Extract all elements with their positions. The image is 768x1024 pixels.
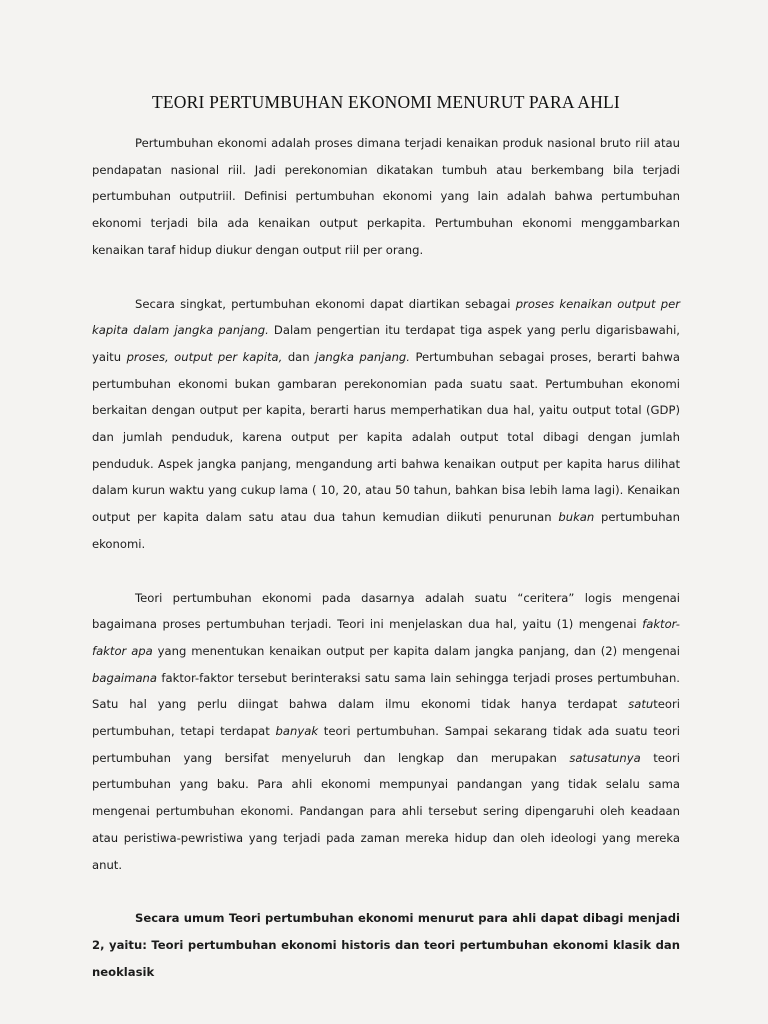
text-segment: yang menentukan kenaikan output per kapita dalam jangka panjang, dan (2) mengenai [152, 643, 681, 658]
italic-text-segment: bukan [558, 510, 595, 525]
paragraph-4-bold: Secara umum Teori pertumbuhan ekonomi menurut para ahli dapat dibagi menjadi 2, yaitu: Teori pertumbuhan ekonomi historis dan teori pertumbuhan ekonomi klasik dan neoklasik [92, 911, 680, 979]
italic-text-segment: bagaimana [92, 670, 157, 685]
italic-text-segment: proses kenaikan output per kapita dalam jangka panjang. [92, 296, 680, 338]
document-title: TEORI PERTUMBUHAN EKONOMI MENURUT PARA AHLI [152, 92, 620, 112]
italic-text-segment: satusatunya [569, 750, 641, 765]
text-segment: Pertumbuhan sebagai proses, berarti bahwa pertumbuhan ekonomi bukan gambaran perekonomian pada suatu saat. Pertumbuhan ekonomi berkaitan dengan output per kapita, berarti harus memperhatikan dua hal, yaitu output total (GDP) dan jumlah penduduk, karena output per kapita adalah output total dibagi dengan jumlah penduduk. Aspek jangka panjang, mengandung arti bahwa kenaikan output per kapita harus dilihat dalam kurun waktu yang cukup lama ( 10, 20, atau 50 tahun, bahkan bisa lebih lama lagi). Kenaikan output per kapita dalam satu atau dua tahun kemudian diikuti penurunan [92, 349, 680, 525]
italic-text-segment: faktor-faktor apa [92, 617, 680, 658]
text-segment: pertumbuhan ekonomi. [92, 510, 680, 551]
text-segment: Pertumbuhan ekonomi adalah proses dimana terjadi kenaikan produk nasional bruto riil atau pendapatan nasional riil. Jadi perekonomian dikatakan tumbuh atau berkembang bila terjadi pertumbuhan outputriil. Definisi pertumbuhan ekonomi yang lain adalah bahwa pertumbuhan ekonomi terjadi bila ada kenaikan output perkapita. Pertumbuhan ekonomi menggambarkan kenaikan taraf hidup diukur dengan output riil per orang. [92, 136, 680, 257]
paragraph-1 [92, 130, 680, 264]
text-segment: teori pertumbuhan yang baku. Para ahli ekonomi mempunyai pandangan yang tidak selalu sama mengenai pertumbuhan ekonomi. Pandangan para ahli tersebut sering dipengaruhi oleh keadaan atau peristiwa-pewristiwa yang terjadi pada zaman mereka hidup dan oleh ideologi yang mereka anut. [92, 750, 680, 872]
text-segment: teori pertumbuhan. Sampai sekarang tidak ada suatu teori pertumbuhan yang bersifat menyeluruh dan lengkap dan merupakan [92, 724, 680, 765]
text-segment: Teori pertumbuhan ekonomi pada dasarnya adalah suatu “ceritera” logis mengenai bagaimana proses pertumbuhan terjadi. Teori ini menjelaskan dua hal, yaitu (1) mengenai [92, 590, 680, 632]
paragraph-2 [92, 291, 680, 558]
paragraph-3 [92, 585, 680, 879]
italic-text-segment: banyak [275, 724, 319, 739]
italic-text-segment: satu [628, 697, 654, 712]
text-segment: Secara singkat, pertumbuhan ekonomi dapat diartikan sebagai [135, 296, 516, 311]
text-segment: Dalam pengertian itu terdapat tiga aspek yang perlu digarisbawahi, yaitu [92, 323, 680, 364]
text-segment: dan [282, 349, 316, 364]
text-segment: faktor-faktor tersebut berinteraksi satu sama lain sehingga terjadi proses pertumbuhan. Satu hal yang perlu diingat bahwa dalam ilmu ekonomi tidak hanya terdapat [92, 670, 680, 712]
text-segment: teori pertumbuhan, tetapi terdapat [92, 697, 680, 739]
italic-text-segment: jangka panjang. [315, 349, 410, 364]
italic-text-segment: proses, output per kapita, [126, 349, 283, 364]
